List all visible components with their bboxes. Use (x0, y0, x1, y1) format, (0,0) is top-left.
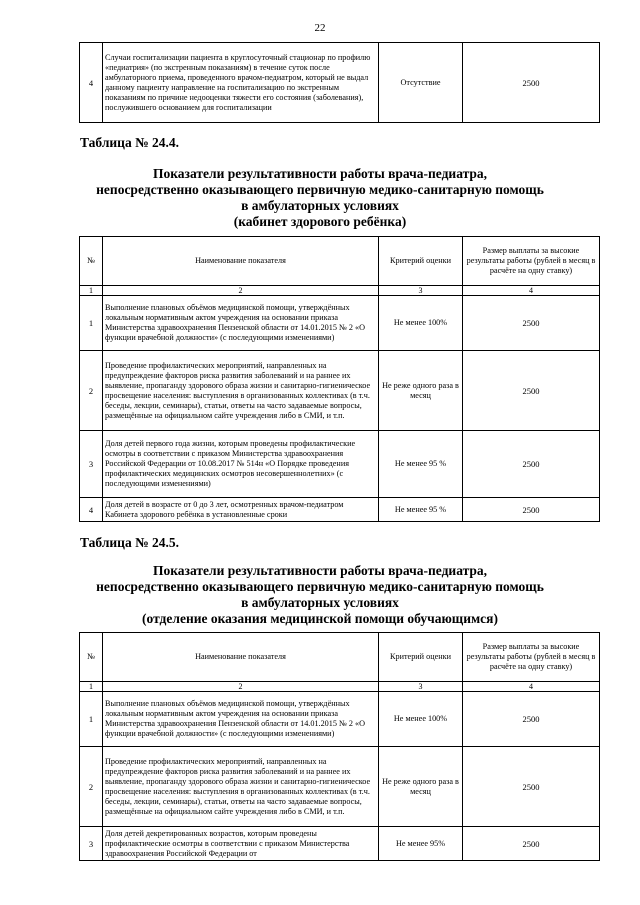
table-row (80, 747, 600, 827)
index-cell: 1 (80, 286, 103, 296)
title-line: в амбулаторных условиях (241, 198, 399, 213)
table-row (80, 498, 600, 522)
carryover-table (79, 42, 600, 123)
indicator-text: Доля детей первого года жизни, которым проведены профилактические осмотры в соответствии с приказом Министерства здравоохранения Российской Федерации от 10.08.2017 № 514н «О Порядке проведения профилактических медицинских осмотров несовершеннолетних» (с последующими изменениями) (103, 431, 379, 498)
header-row (80, 633, 600, 682)
index-cell: 3 (379, 286, 463, 296)
header-criterion: Критерий оценки (379, 633, 463, 682)
criterion-value: Не реже одного раза в месяц (379, 351, 463, 431)
indicator-text: Доля детей в возрасте от 0 до 3 лет, осмотренных врачом-педиатром Кабинета здорового ребёнка в установленные сроки (103, 498, 379, 522)
payment-value: 2500 (463, 692, 600, 747)
title-line: непосредственно оказывающего первичную медико-санитарную помощь (96, 182, 544, 197)
row-number: 3 (80, 827, 103, 861)
table-24-4 (79, 236, 600, 522)
table-row (80, 827, 600, 861)
payment-value: 2500 (463, 296, 600, 351)
payment-value: 2500 (463, 827, 600, 861)
table-24-5-label: Таблица № 24.5. (80, 535, 180, 550)
title-line: (отделение оказания медицинской помощи обучающимся) (142, 611, 498, 626)
index-cell: 2 (103, 682, 379, 692)
row-number: 2 (80, 351, 103, 431)
criterion-value: Не менее 95 % (379, 498, 463, 522)
title-line: в амбулаторных условиях (241, 595, 399, 610)
criterion-value: Не менее 95% (379, 827, 463, 861)
table-24-4-title (0, 166, 640, 230)
index-cell: 1 (80, 682, 103, 692)
row-number: 4 (80, 498, 103, 522)
header-payment: Размер выплаты за высокие результаты работы (рублей в месяц в расчёте на одну ставку) (463, 237, 600, 286)
criterion-value: Отсутствие (379, 43, 463, 123)
index-row (80, 286, 600, 296)
table-24-5-title (0, 563, 640, 627)
title-line: Показатели результативности работы врача-педиатра, (152, 166, 488, 181)
title-line: Показатели результативности работы врача-педиатра, (152, 563, 488, 578)
page-number: 22 (314, 22, 326, 34)
header-num: № (80, 237, 103, 286)
row-number: 4 (80, 43, 103, 123)
table-row (80, 296, 600, 351)
table-row (80, 692, 600, 747)
title-line: непосредственно оказывающего первичную медико-санитарную помощь (96, 579, 544, 594)
row-number: 1 (80, 692, 103, 747)
header-name: Наименование показателя (103, 633, 379, 682)
criterion-value: Не реже одного раза в месяц (379, 747, 463, 827)
indicator-text: Выполнение плановых объёмов медицинской помощи, утверждённых локальным нормативным актом учреждения на основании приказа Министерства здравоохранения Пензенской области от 14.01.2015 № 2 «О функции врачебной должности» (с последующими изменениями) (103, 692, 379, 747)
payment-value: 2500 (463, 747, 600, 827)
payment-value: 2500 (463, 498, 600, 522)
indicator-text: Проведение профилактических мероприятий, направленных на предупреждение факторов риска развития заболеваний и на раннее их выявление, пропаганду здорового образа жизни и санитарно-гигиеническое просвещение населения: выступления в организованных коллективах (в т.ч. беседы, лекции, семинары), статьи, ответы на часто задаваемые вопросы, размещённые на официальном сайте учреждения либо в СМИ, и т.п. (103, 747, 379, 827)
indicator-text: Доля детей декретированных возрастов, которым проведены профилактические осмотры в соответствии с приказом Министерства здравоохранения Российской Федерации от (103, 827, 379, 861)
payment-value: 2500 (463, 431, 600, 498)
header-num: № (80, 633, 103, 682)
header-row (80, 237, 600, 286)
row-number: 1 (80, 296, 103, 351)
criterion-value: Не менее 100% (379, 692, 463, 747)
index-cell: 3 (379, 682, 463, 692)
header-payment: Размер выплаты за высокие результаты работы (рублей в месяц в расчёте на одну ставку) (463, 633, 600, 682)
header-name: Наименование показателя (103, 237, 379, 286)
title-line: (кабинет здорового ребёнка) (233, 214, 407, 229)
header-criterion: Критерий оценки (379, 237, 463, 286)
index-cell: 2 (103, 286, 379, 296)
index-cell: 4 (463, 682, 600, 692)
table-row (80, 351, 600, 431)
table-24-5 (79, 632, 600, 861)
table-row (80, 431, 600, 498)
payment-value: 2500 (463, 351, 600, 431)
criterion-value: Не менее 95 % (379, 431, 463, 498)
row-number: 3 (80, 431, 103, 498)
indicator-text: Проведение профилактических мероприятий, направленных на предупреждение факторов риска развития заболеваний и на раннее их выявление, пропаганду здорового образа жизни и санитарно-гигиеническое просвещение населения: выступления в организованных коллективах (в т.ч. беседы, лекции, семинары), статьи, ответы на часто задаваемые вопросы, размещённые на официальном сайте учреждения либо в СМИ, и т.п. (103, 351, 379, 431)
row-number: 2 (80, 747, 103, 827)
criterion-value: Не менее 100% (379, 296, 463, 351)
table-row (80, 43, 600, 123)
payment-value: 2500 (463, 43, 600, 123)
table-24-4-label: Таблица № 24.4. (80, 135, 180, 150)
index-row (80, 682, 600, 692)
index-cell: 4 (463, 286, 600, 296)
indicator-text: Выполнение плановых объёмов медицинской помощи, утверждённых локальным нормативным актом учреждения на основании приказа Министерства здравоохранения Пензенской области от 14.01.2015 № 2 «О функции врачебной должности» (с последующими изменениями) (103, 296, 379, 351)
indicator-text: Случаи госпитализации пациента в круглосуточный стационар по профилю «педиатрия» (по экстренным показаниям) в течение суток после амбулаторного приема, проведенного врачом-педиатром, который не выдал данному пациенту направление на госпитализацию по экстренным показаниям по причине недооценки тяжести его состояния (заболевания), послужившего основанием для госпитализации (103, 43, 379, 123)
